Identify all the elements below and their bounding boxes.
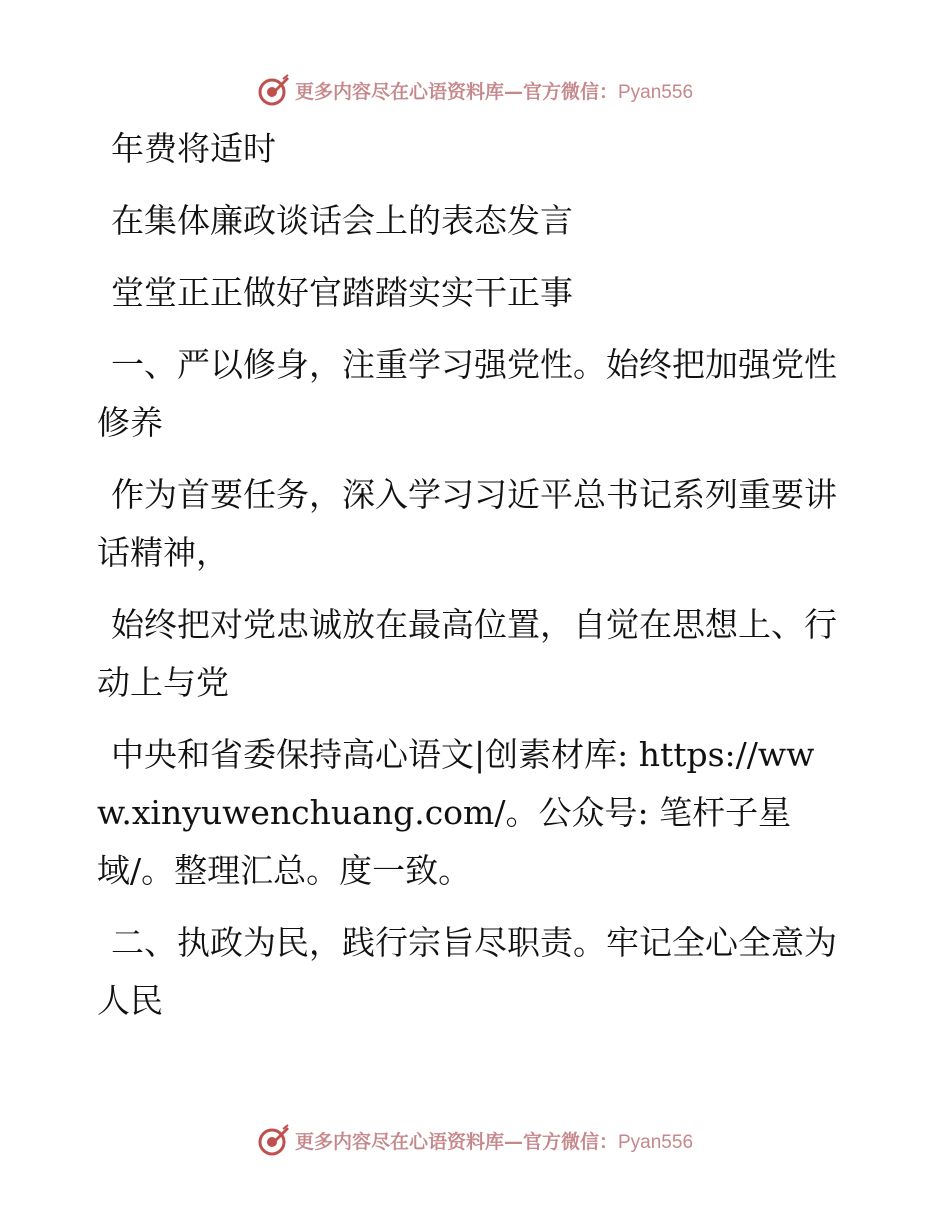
paragraph-5: 作为首要任务，深入学习习近平总书记系列重要讲话精神，: [97, 475, 837, 572]
paragraph-4: 一、严以修身，注重学习强党性。始终把加强党性修养: [97, 345, 837, 442]
quill-logo-icon: [257, 73, 291, 107]
paragraph-2: 在集体廉政谈话会上的表态发言: [111, 201, 573, 240]
paragraph-3: 堂堂正正做好官踏踏实实干正事: [111, 273, 573, 312]
paragraph-1: 年费将适时: [111, 129, 276, 168]
footer-watermark: [0, 1120, 950, 1160]
paragraph-7: 中央和省委保持高心语文|创素材库: https://www.xinyuwenchuang.com/。公众号: 笔杆子星域/。整理汇总。度一致。: [97, 735, 815, 890]
paragraph-6: 始终把对党忠诚放在最高位置，自觉在思想上、行动上与党: [97, 605, 837, 702]
header-watermark: [0, 70, 950, 110]
paragraph-8: 二、执政为民，践行宗旨尽职责。牢记全心全意为人民: [97, 923, 837, 1020]
quill-logo-icon: [257, 1123, 291, 1157]
footer-watermark-text: 更多内容尽在心语资料库—官方微信：: [294, 1130, 618, 1153]
document-body: [97, 120, 837, 1044]
header-watermark-text: 更多内容尽在心语资料库—官方微信：: [294, 80, 618, 103]
header-watermark-wechat-id: Pyan556: [618, 81, 694, 103]
footer-watermark-wechat-id: Pyan556: [618, 1131, 694, 1153]
